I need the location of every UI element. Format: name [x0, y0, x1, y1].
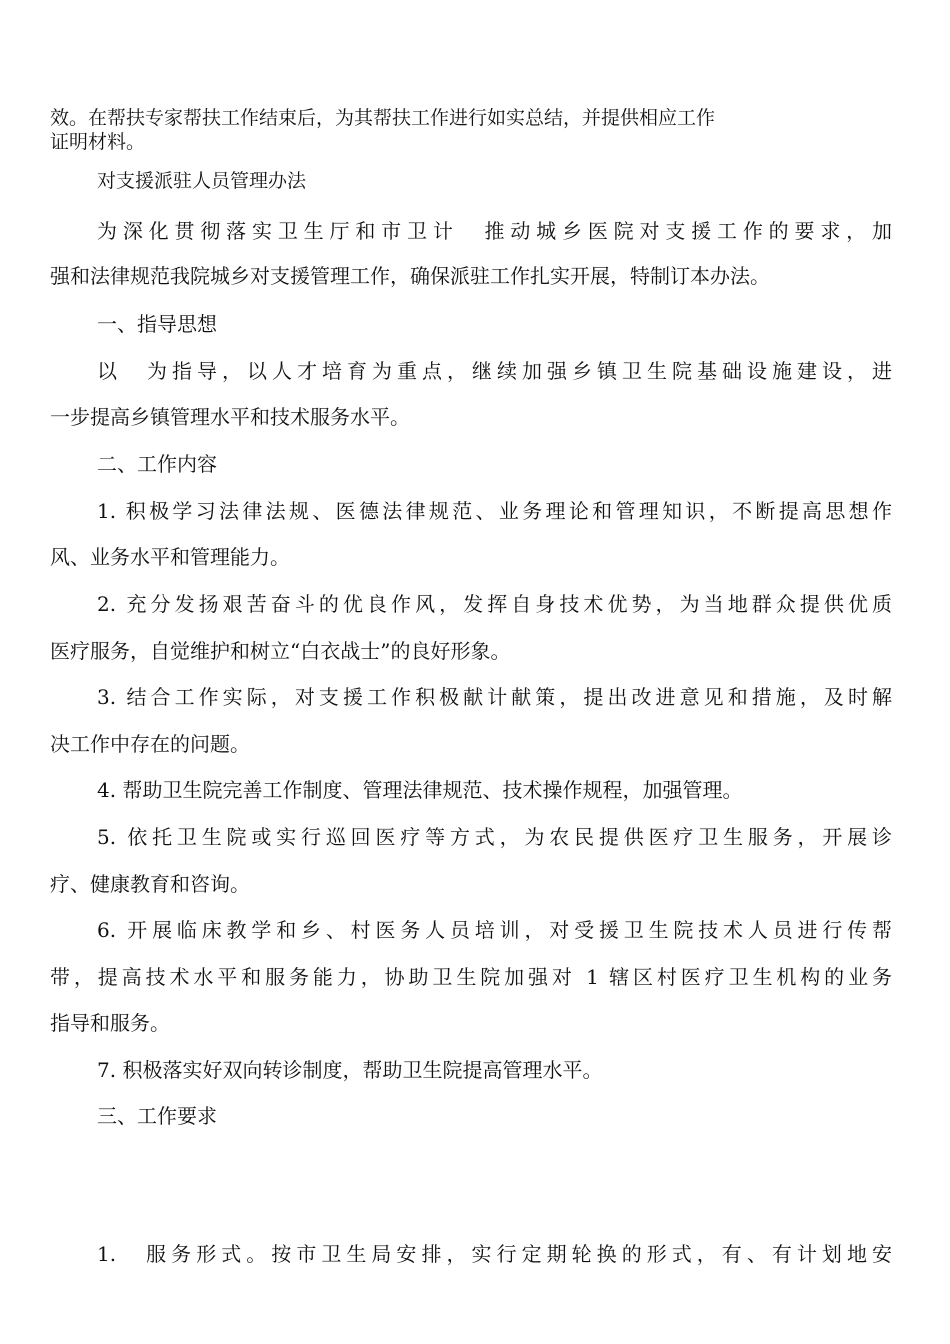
list-item-4: 4. 帮助卫生院完善工作制度、管理法律规范、技术操作规程，加强管理。	[97, 778, 743, 802]
paragraph-line-2: 证明材料。	[50, 131, 146, 153]
list-item-6-line-2: 带，提高技术水平和服务能力，协助卫生院加强对 1 辖区村医疗卫生机构的业务	[50, 965, 892, 989]
paragraph-line-3: 为深化贯彻落实卫生厅和市卫计 推动城乡医院对支援工作的要求，加	[97, 219, 892, 243]
list-item-7: 7. 积极落实好双向转诊制度，帮助卫生院提高管理水平。	[97, 1058, 603, 1082]
list-item-1-line-2: 风、业务水平和管理能力。	[50, 545, 290, 569]
list-item-1-line-1: 1. 积极学习法律法规、医德法律规范、业务理论和管理知识，不断提高思想作	[97, 499, 892, 523]
list-item-5-line-2: 疗、健康教育和咨询。	[50, 872, 250, 896]
list-item-3-line-2: 决工作中存在的问题。	[50, 732, 250, 756]
paragraph-line-6: 一步提高乡镇管理水平和技术服务水平。	[50, 405, 410, 429]
paragraph-line-1: 效。在帮扶专家帮扶工作结束后，为其帮扶工作进行如实总结，并提供相应工作	[50, 107, 716, 129]
heading-guiding-idea: 一、指导思想	[97, 312, 217, 336]
list-item-2-line-1: 2. 充分发扬艰苦奋斗的优良作风，发挥自身技术优势，为当地群众提供优质	[97, 592, 892, 616]
paragraph-line-4: 强和法律规范我院城乡对支援管理工作，确保派驻工作扎实开展，特制订本办法。	[50, 264, 770, 288]
list-item-5-line-1: 5. 依托卫生院或实行巡回医疗等方式，为农民提供医疗卫生服务，开展诊	[97, 825, 892, 849]
list-item-6-line-1: 6. 开展临床教学和乡、村医务人员培训，对受援卫生院技术人员进行传帮	[97, 918, 892, 942]
list-item-6-line-3: 指导和服务。	[50, 1011, 170, 1035]
section-title: 对支援派驻人员管理办法	[97, 170, 307, 192]
list-item-3-line-1: 3. 结合工作实际，对支援工作积极献计献策，提出改进意见和措施，及时解	[97, 685, 892, 709]
list-item-2-line-2: 医疗服务，自觉维护和树立“白衣战士”的良好形象。	[50, 639, 511, 663]
heading-work-requirements: 三、工作要求	[97, 1104, 217, 1128]
requirement-item-1: 1. 服务形式。按市卫生局安排，实行定期轮换的形式，有、有计划地安	[97, 1242, 892, 1266]
paragraph-line-5: 以 为指导，以人才培育为重点，继续加强乡镇卫生院基础设施建设，进	[97, 359, 892, 383]
heading-work-content: 二、工作内容	[97, 452, 217, 476]
